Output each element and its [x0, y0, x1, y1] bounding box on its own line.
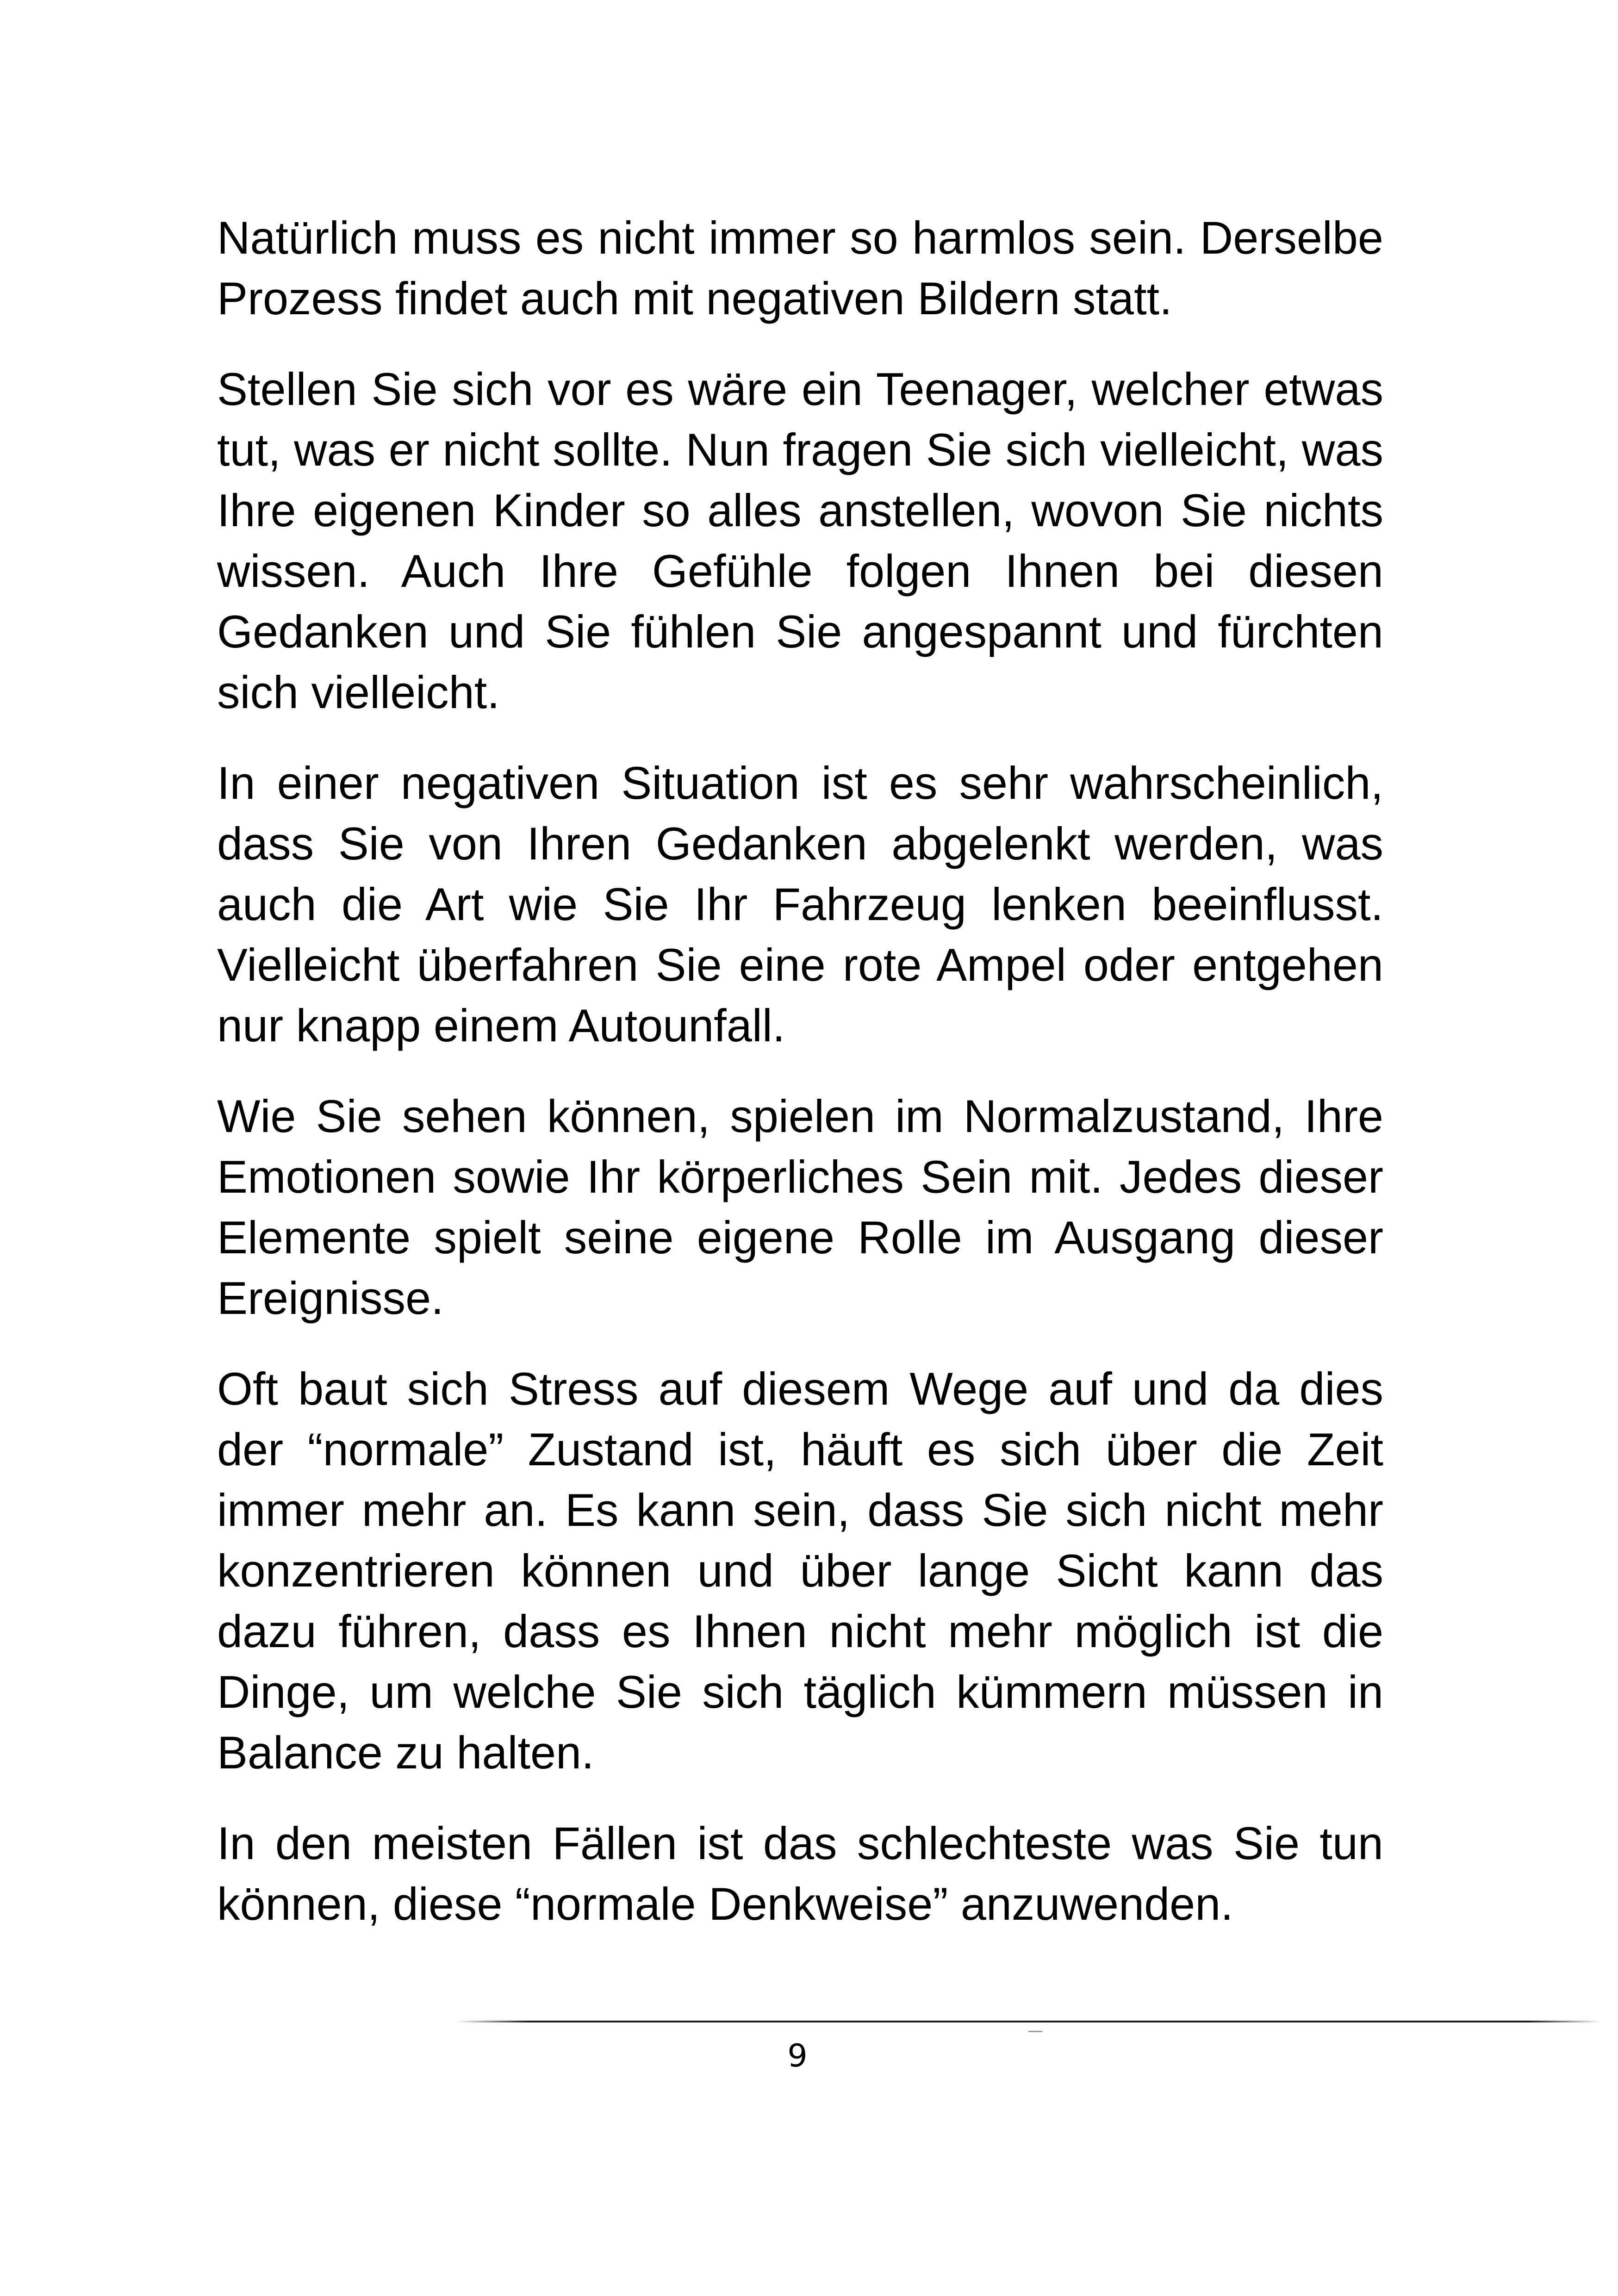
page-number: 9: [787, 2038, 808, 2074]
footer-divider-fade-left: [456, 2020, 530, 2023]
paragraph-6: In den meisten Fällen ist das schlechteste was Sie tun können, diese “normale Denkweise” anzuwenden.: [217, 1817, 1383, 1929]
paragraph-1: Natürlich muss es nicht immer so harmlos sein. Derselbe Prozess findet auch mit negativen Bildern statt.: [217, 212, 1383, 324]
paragraph-5: Oft baut sich Stress auf diesem Wege auf und da dies der “normale” Zustand ist, häuft es sich über die Zeit immer mehr an. Es kann sein, dass Sie sich nicht mehr konzentrieren können und über lange Sicht kann das dazu führen, dass es Ihnen nicht mehr möglich ist die Dinge, um welche Sie sich täglich kümmern müssen in Balance zu halten.: [217, 1363, 1383, 1778]
footer-tick-mark: [1028, 2031, 1042, 2032]
footer-divider-fade-right: [1527, 2020, 1601, 2023]
paragraph-2: Stellen Sie sich vor es wäre ein Teenager, welcher etwas tut, was er nicht sollte. Nun fragen Sie sich vielleicht, was Ihre eigenen Kinder so alles anstellen, wovon Sie nichts wissen. Auch Ihre Gefühle folgen Ihnen bei diesen Gedanken und Sie fühlen Sie angespannt und fürchten sich vielleicht.: [217, 363, 1383, 718]
paragraph-3: In einer negativen Situation ist es sehr wahrscheinlich, dass Sie von Ihren Gedanken abgelenkt werden, was auch die Art wie Sie Ihr Fahrzeug lenken beeinflusst. Vielleicht überfahren Sie eine rote Ampel oder entgehen nur knapp einem Autounfall.: [217, 757, 1383, 1051]
paragraph-4: Wie Sie sehen können, spielen im Normalzustand, Ihre Emotionen sowie Ihr körperliches Sein mit. Jedes dieser Elemente spielt seine eigene Rolle im Ausgang dieser Ereignisse.: [217, 1090, 1383, 1324]
footer-divider: [456, 2021, 1599, 2022]
body-text: [217, 207, 1383, 1964]
